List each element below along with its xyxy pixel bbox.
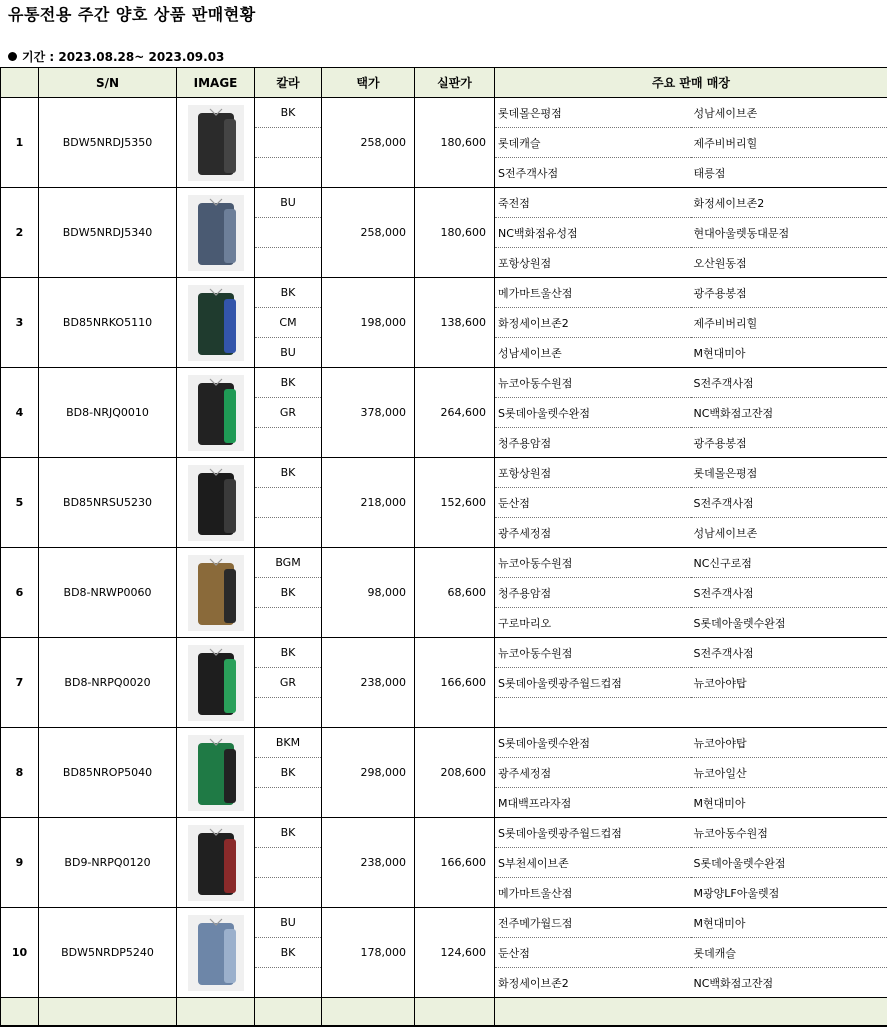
sn-cell: BD8-NRWP0060: [39, 548, 177, 638]
store-cell: M현대미아: [691, 908, 887, 938]
store-cell: 광주용봉점: [691, 428, 887, 458]
tag-price-cell: 298,000: [322, 728, 415, 818]
store-cell: 둔산점: [495, 488, 691, 518]
color-cell: BK: [255, 578, 322, 608]
color-cell: [255, 968, 322, 998]
sale-price-cell: 180,600: [415, 98, 495, 188]
sale-price-cell: 152,600: [415, 458, 495, 548]
footer-cell: [495, 998, 887, 1027]
store-cell: 성남세이브존: [691, 518, 887, 548]
store-cell: 뉴코아야탑: [691, 728, 887, 758]
color-cell: BK: [255, 278, 322, 308]
sn-cell: BDW5NRDJ5340: [39, 188, 177, 278]
store-cell: 롯데캐슬: [495, 128, 691, 158]
color-cell: [255, 608, 322, 638]
sn-cell: BDW5NRDJ5350: [39, 98, 177, 188]
product-image: [188, 375, 244, 451]
row-number: 9: [1, 818, 39, 908]
store-cell: 광주세정점: [495, 758, 691, 788]
footer-cell: [255, 998, 322, 1027]
color-cell: [255, 248, 322, 278]
tag-price-cell: 258,000: [322, 188, 415, 278]
product-image-cell: [177, 188, 255, 278]
row-number: 4: [1, 368, 39, 458]
header-sale-price: 실판가: [415, 68, 495, 98]
store-cell: 제주비버리힐: [691, 308, 887, 338]
sn-cell: BD8-NRPQ0020: [39, 638, 177, 728]
header-rownum: [1, 68, 39, 98]
store-cell: M현대미아: [691, 788, 887, 818]
color-cell: BK: [255, 758, 322, 788]
color-cell: CM: [255, 308, 322, 338]
tag-price-cell: 218,000: [322, 458, 415, 548]
color-cell: GR: [255, 398, 322, 428]
product-image: [188, 465, 244, 541]
store-cell: M광양LF아울렛점: [691, 878, 887, 908]
header-sn: S/N: [39, 68, 177, 98]
product-image-cell: [177, 98, 255, 188]
store-cell: 성남세이브존: [691, 98, 887, 128]
row-number: 10: [1, 908, 39, 998]
color-cell: [255, 848, 322, 878]
store-cell: 성남세이브존: [495, 338, 691, 368]
bullet-icon: [8, 52, 17, 61]
product-image-cell: [177, 818, 255, 908]
store-cell: S롯데아울렛수완점: [691, 608, 887, 638]
color-cell: BGM: [255, 548, 322, 578]
store-cell: 뉴코아동수원점: [691, 818, 887, 848]
tag-price-cell: 178,000: [322, 908, 415, 998]
sn-cell: BD85NROP5040: [39, 728, 177, 818]
store-cell: S롯데아울렛수완점: [495, 398, 691, 428]
store-cell: S전주객사점: [691, 368, 887, 398]
color-cell: BK: [255, 458, 322, 488]
page-title: 유통전용 주간 양호 상품 판매현황: [8, 5, 256, 24]
store-cell: S전주객사점: [691, 638, 887, 668]
sale-price-cell: 124,600: [415, 908, 495, 998]
store-cell: NC백화점유성점: [495, 218, 691, 248]
color-cell: BU: [255, 338, 322, 368]
product-image: [188, 915, 244, 991]
store-cell: S롯데아울렛수완점: [495, 728, 691, 758]
store-cell: 전주메가월드점: [495, 908, 691, 938]
product-image: [188, 285, 244, 361]
store-cell: S롯데아울렛광주월드컵점: [495, 818, 691, 848]
sales-table: [0, 67, 887, 1027]
tag-price-cell: 258,000: [322, 98, 415, 188]
color-cell: [255, 518, 322, 548]
store-cell: 포항상원점: [495, 248, 691, 278]
store-cell: M대백프라자점: [495, 788, 691, 818]
table-row: [1, 188, 887, 218]
store-cell: 둔산점: [495, 938, 691, 968]
store-cell: 뉴코아동수원점: [495, 638, 691, 668]
color-cell: BK: [255, 368, 322, 398]
store-cell: 청주용암점: [495, 428, 691, 458]
sale-price-cell: 264,600: [415, 368, 495, 458]
footer-cell: [1, 998, 39, 1027]
store-cell: 오산원동점: [691, 248, 887, 278]
sale-price-cell: 180,600: [415, 188, 495, 278]
row-number: 7: [1, 638, 39, 728]
table-row: [1, 458, 887, 488]
table-row: [1, 728, 887, 758]
sn-cell: BDW5NRDP5240: [39, 908, 177, 998]
product-image: [188, 825, 244, 901]
row-number: 3: [1, 278, 39, 368]
tag-price-cell: 238,000: [322, 818, 415, 908]
store-cell: 포항상원점: [495, 458, 691, 488]
store-cell: 화정세이브존2: [495, 308, 691, 338]
table-row: [1, 368, 887, 398]
store-cell: 뉴코아동수원점: [495, 368, 691, 398]
product-image: [188, 735, 244, 811]
store-cell: NC백화점고잔점: [691, 398, 887, 428]
footer-cell: [415, 998, 495, 1027]
store-cell: S전주객사점: [691, 578, 887, 608]
store-cell: 뉴코아일산: [691, 758, 887, 788]
store-cell: NC신구로점: [691, 548, 887, 578]
footer-cell: [39, 998, 177, 1027]
footer-cell: [177, 998, 255, 1027]
sn-cell: BD8-NRJQ0010: [39, 368, 177, 458]
period-text: 기간 : 2023.08.28~ 2023.09.03: [22, 50, 225, 64]
store-cell: [495, 698, 691, 728]
row-number: 8: [1, 728, 39, 818]
row-number: 2: [1, 188, 39, 278]
store-cell: S부천세이브존: [495, 848, 691, 878]
row-number: 1: [1, 98, 39, 188]
store-cell: 메가마트울산점: [495, 878, 691, 908]
product-image-cell: [177, 458, 255, 548]
table-row: [1, 908, 887, 938]
table-row: [1, 548, 887, 578]
sale-price-cell: 166,600: [415, 818, 495, 908]
store-cell: 롯데몰은평점: [495, 98, 691, 128]
color-cell: [255, 218, 322, 248]
store-cell: S전주객사점: [495, 158, 691, 188]
color-cell: [255, 428, 322, 458]
product-image-cell: [177, 368, 255, 458]
color-cell: BU: [255, 188, 322, 218]
color-cell: BK: [255, 818, 322, 848]
store-cell: 제주비버리힐: [691, 128, 887, 158]
tag-price-cell: 378,000: [322, 368, 415, 458]
sn-cell: BD85NRKO5110: [39, 278, 177, 368]
color-cell: BU: [255, 908, 322, 938]
table-row: [1, 818, 887, 848]
product-image-cell: [177, 278, 255, 368]
store-cell: M현대미아: [691, 338, 887, 368]
table-row: [1, 278, 887, 308]
color-cell: GR: [255, 668, 322, 698]
row-number: 5: [1, 458, 39, 548]
store-cell: 롯데몰은평점: [691, 458, 887, 488]
product-image-cell: [177, 908, 255, 998]
store-cell: 현대아울렛동대문점: [691, 218, 887, 248]
product-image-cell: [177, 548, 255, 638]
store-cell: 광주세정점: [495, 518, 691, 548]
header-stores: 주요 판매 매장: [495, 68, 887, 98]
product-image: [188, 195, 244, 271]
footer-cell: [322, 998, 415, 1027]
sale-price-cell: 138,600: [415, 278, 495, 368]
store-cell: [691, 698, 887, 728]
tag-price-cell: 238,000: [322, 638, 415, 728]
product-image: [188, 105, 244, 181]
store-cell: S롯데아울렛수완점: [691, 848, 887, 878]
header-color: 칼라: [255, 68, 322, 98]
store-cell: 메가마트울산점: [495, 278, 691, 308]
color-cell: [255, 698, 322, 728]
product-image: [188, 555, 244, 631]
sale-price-cell: 68,600: [415, 548, 495, 638]
store-cell: NC백화점고잔점: [691, 968, 887, 998]
product-image: [188, 645, 244, 721]
color-cell: [255, 878, 322, 908]
store-cell: 광주용봉점: [691, 278, 887, 308]
sale-price-cell: 208,600: [415, 728, 495, 818]
color-cell: [255, 128, 322, 158]
store-cell: 청주용암점: [495, 578, 691, 608]
product-image-cell: [177, 638, 255, 728]
store-cell: 뉴코아야탑: [691, 668, 887, 698]
color-cell: BKM: [255, 728, 322, 758]
header-tag-price: 택가: [322, 68, 415, 98]
store-cell: S전주객사점: [691, 488, 887, 518]
table-row: [1, 98, 887, 128]
sale-price-cell: 166,600: [415, 638, 495, 728]
store-cell: 뉴코아동수원점: [495, 548, 691, 578]
color-cell: BK: [255, 938, 322, 968]
tag-price-cell: 198,000: [322, 278, 415, 368]
color-cell: BK: [255, 638, 322, 668]
color-cell: [255, 488, 322, 518]
color-cell: BK: [255, 98, 322, 128]
store-cell: 화정세이브존2: [495, 968, 691, 998]
table-row: [1, 638, 887, 668]
store-cell: 롯데캐슬: [691, 938, 887, 968]
store-cell: 태릉점: [691, 158, 887, 188]
period-line: [8, 48, 224, 65]
row-number: 6: [1, 548, 39, 638]
store-cell: S롯데아울렛광주월드컵점: [495, 668, 691, 698]
store-cell: 죽전점: [495, 188, 691, 218]
color-cell: [255, 158, 322, 188]
sn-cell: BD85NRSU5230: [39, 458, 177, 548]
header-image: IMAGE: [177, 68, 255, 98]
tag-price-cell: 98,000: [322, 548, 415, 638]
color-cell: [255, 788, 322, 818]
product-image-cell: [177, 728, 255, 818]
sn-cell: BD9-NRPQ0120: [39, 818, 177, 908]
store-cell: 화정세이브존2: [691, 188, 887, 218]
store-cell: 구로마리오: [495, 608, 691, 638]
